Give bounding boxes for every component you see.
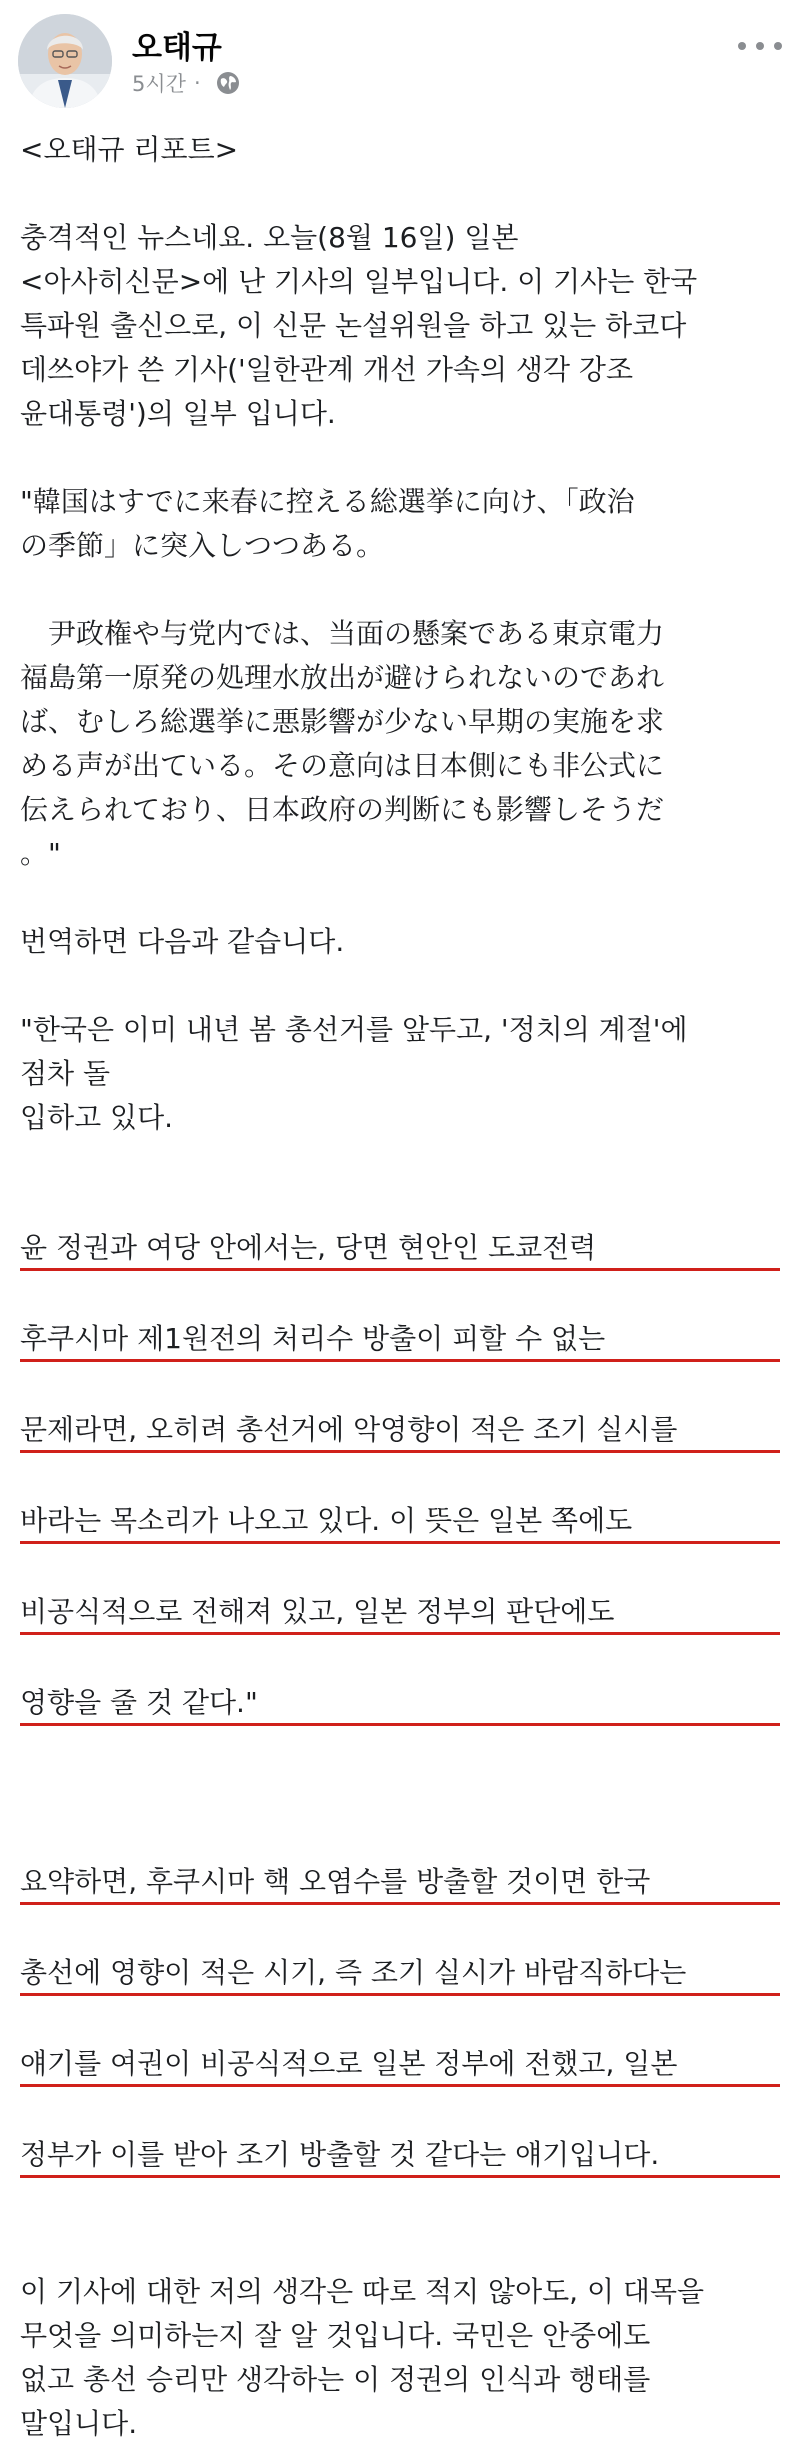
underlined-line: 문제라면, 오히려 총선거에 악영향이 적은 조기 실시를 [20,1410,780,1453]
underlined-line: 윤 정권과 여당 안에서는, 당면 현안인 도쿄전력 [20,1228,780,1271]
translation-paragraph-1: "한국은 이미 내년 봄 총선거를 앞두고, '정치의 계절'에 점차 돌 입하고 있다. [20,1013,688,1134]
post-body [20,128,780,2446]
underlined-line: 총선에 영향이 적은 시기, 즉 조기 실시가 바람직하다는 [20,1953,780,1996]
post-timestamp[interactable]: 5시간 [132,72,186,96]
avatar[interactable] [18,14,112,108]
more-options-button[interactable] [738,34,782,58]
globe-icon[interactable] [215,70,241,96]
underlined-line: 요약하면, 후쿠시마 핵 오염수를 방출할 것이면 한국 [20,1862,780,1905]
japanese-quote-2: 尹政権や与党内では、当面の懸案である東京電力 福島第一原発の処理水放出が避けられないのであれ ば、むしろ総選挙に悪影響が少ない早期の実施を求 める声が出ている。その意向は日本側にも非公式に 伝えられており、日本政府の判断にも影響しそうだ 。" [20,617,665,870]
underlined-line: 얘기를 여권이 비공식적으로 일본 정부에 전했고, 일본 [20,2044,780,2087]
post-meta [132,68,241,98]
underlined-line: 바라는 목소리가 나오고 있다. 이 뜻은 일본 쪽에도 [20,1501,780,1544]
underlined-line: 정부가 이를 받아 조기 방출할 것 같다는 얘기입니다. [20,2135,780,2178]
summary-paragraph [20,1818,780,2226]
more-dot [756,42,764,50]
japanese-quote-1: "韓国はすでに来春に控える総選挙に向け、「政治 の季節」に突入しつつある。 [20,485,635,562]
meta-separator: · [193,71,201,95]
underlined-line: 영향을 줄 것 같다." [20,1683,780,1726]
post-header [0,0,800,120]
underlined-line: 후쿠시마 제1원전의 처리수 방출이 피할 수 없는 [20,1319,780,1362]
more-dots-icon [738,42,746,50]
author-name[interactable]: 오태규 [132,30,222,66]
translation-intro: 번역하면 다음과 같습니다. [20,925,345,958]
intro-paragraph: 충격적인 뉴스네요. 오늘(8월 16일) 일본 <아사히신문>에 난 기사의 일부입니다. 이 기사는 한국 특파원 출신으로, 이 신문 논설위원을 하고 있는 하코다 데쓰야가 쓴 기사('일한관계 개선 가속의 생각 강조 윤대통령')의 일부 입니다. [20,221,698,430]
more-dot [774,42,782,50]
closing-paragraph: 이 기사에 대한 저의 생각은 따로 적지 않아도, 이 대목을 무엇을 의미하는지 잘 알 것입니다. 국민은 안중에도 없고 총선 승리만 생각하는 이 정권의 인식과 행태를 말입니다. [20,2275,705,2440]
report-title: <오태규 리포트> [20,133,239,166]
underlined-line: 비공식적으로 전해져 있고, 일본 정부의 판단에도 [20,1592,780,1635]
translation-paragraph-2 [20,1184,780,1774]
